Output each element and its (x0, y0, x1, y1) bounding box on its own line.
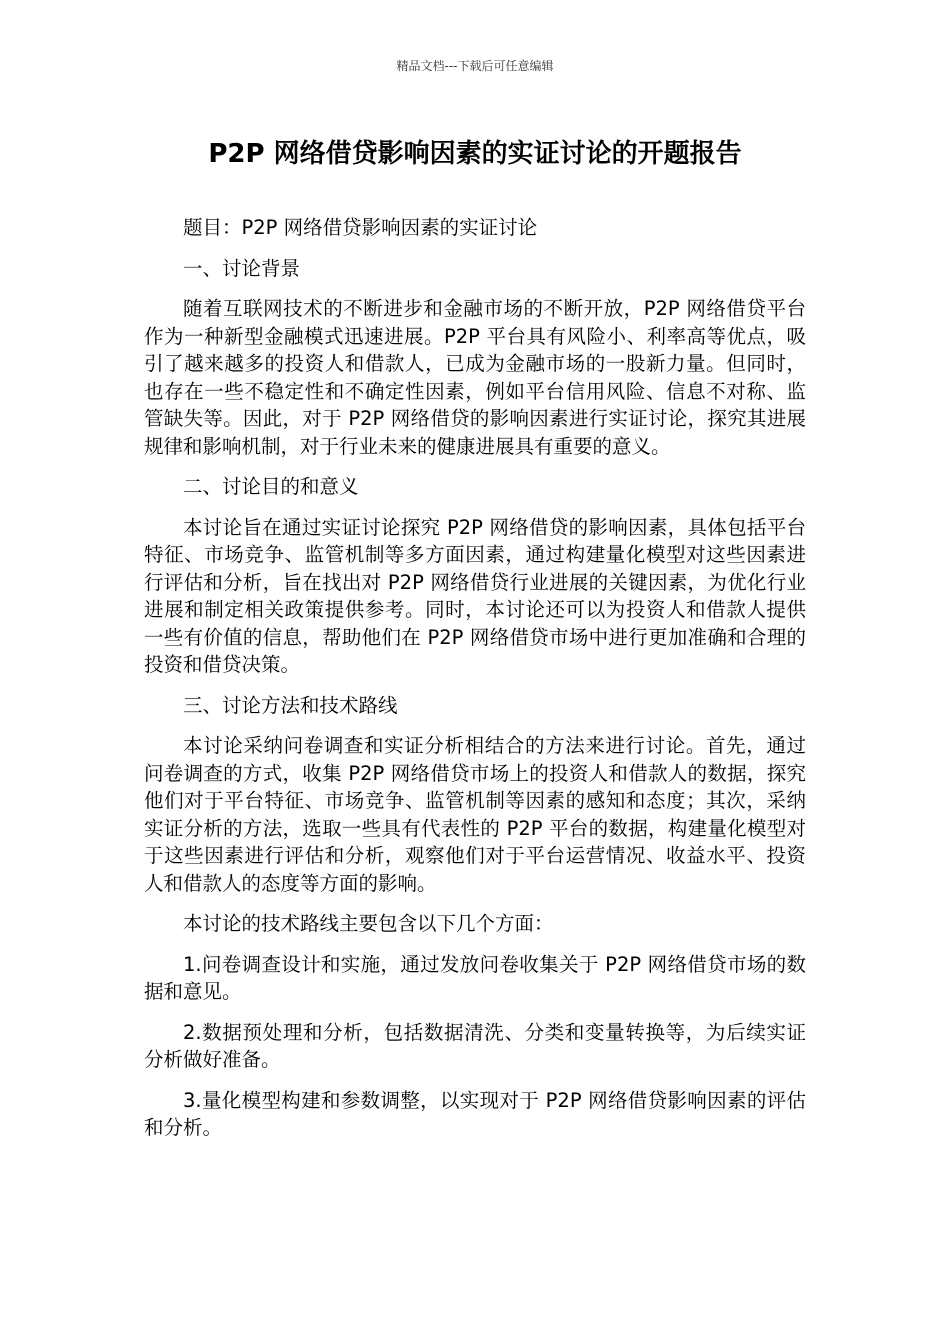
document-subject: 题目：P2P 网络借贷影响因素的实证讨论 (183, 216, 538, 239)
page-header-note: 精品文档---下载后可任意编辑 (396, 59, 554, 73)
section-heading-background: 一、讨论背景 (183, 256, 301, 280)
paragraph-roadmap-intro: 本讨论的技术路线主要包含以下几个方面： (183, 912, 554, 935)
section-heading-methods: 三、讨论方法和技术路线 (183, 693, 398, 717)
section-heading-purpose: 二、讨论目的和意义 (183, 475, 359, 498)
document-title: P2P 网络借贷影响因素的实证讨论的开题报告 (208, 139, 742, 169)
list-item-roadmap-2: 2.数据预处理和分析，包括数据清洗、分类和变量转换等，为后续实证分析做好准备。 (144, 1020, 806, 1071)
document-body (144, 214, 806, 1155)
list-item-roadmap-1: 1.问卷调查设计和实施，通过发放问卷收集关于 P2P 网络借贷市场的数据和意见。 (144, 952, 806, 1003)
paragraph-purpose: 本讨论旨在通过实证讨论探究 P2P 网络借贷的影响因素，具体包括平台特征、市场竞争、监管机制等多方面因素，通过构建量化模型对这些因素进行评估和分析，旨在找出对 P2P 网络借贷行业进展的关键因素，为优化行业进展和制定相关政策提供参考。同时，本讨论还可以为投资人和借款人提供一些有价值的信息，帮助他们在 P2P 网络借贷市场中进行更加准确和合理的投资和借贷决策。 (144, 515, 806, 676)
paragraph-background: 随着互联网技术的不断进步和金融市场的不断开放，P2P 网络借贷平台作为一种新型金融模式迅速进展。P2P 平台具有风险小、利率高等优点，吸引了越来越多的投资人和借款人，已成为金融市场的一股新力量。但同时，也存在一些不稳定性和不确定性因素，例如平台信用风险、信息不对称、监管缺失等。因此，对于 P2P 网络借贷的影响因素进行实证讨论，探究其进展规律和影响机制，对于行业未来的健康进展具有重要的意义。 (144, 297, 806, 458)
paragraph-methods: 本讨论采纳问卷调查和实证分析相结合的方法来进行讨论。首先，通过问卷调查的方式，收集 P2P 网络借贷市场上的投资人和借款人的数据，探究他们对于平台特征、市场竞争、监管机制等因素的感知和态度；其次，采纳实证分析的方法，选取一些具有代表性的 P2P 平台的数据，构建量化模型对于这些因素进行评估和分析，观察他们对于平台运营情况、收益水平、投资人和借款人的态度等方面的影响。 (144, 734, 806, 895)
list-item-roadmap-3: 3.量化模型构建和参数调整，以实现对于 P2P 网络借贷影响因素的评估和分析。 (144, 1088, 806, 1139)
